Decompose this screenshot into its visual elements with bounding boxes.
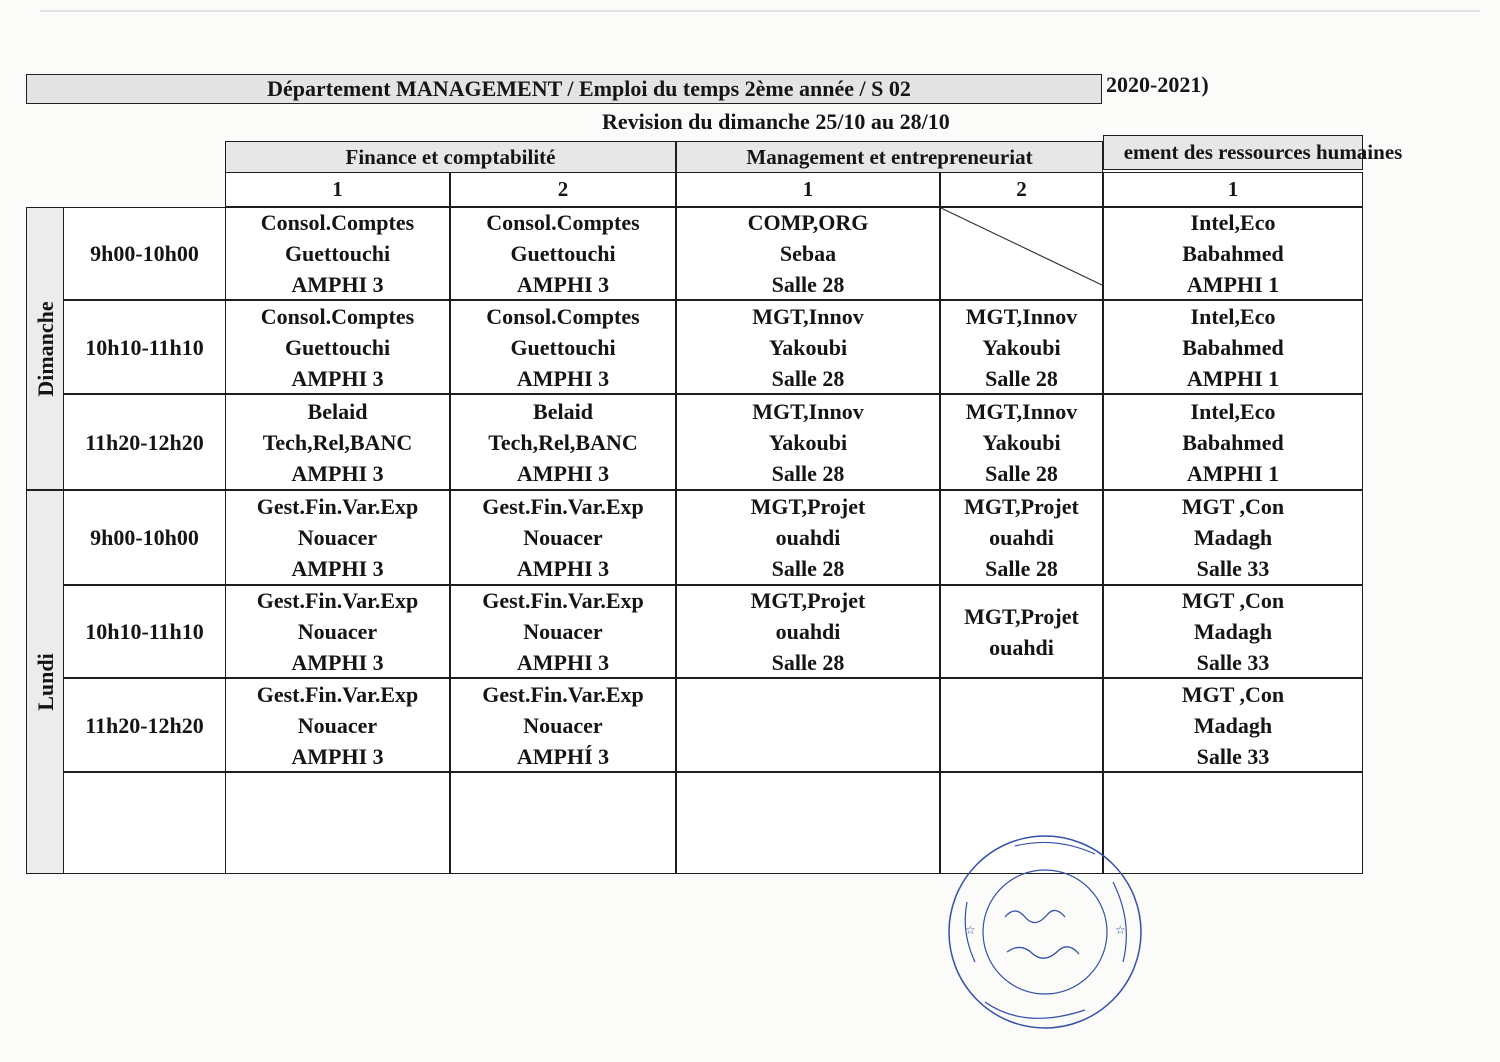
teacher-name: ouahdi: [989, 525, 1054, 550]
course-cell: [676, 300, 940, 394]
time-slot: [63, 490, 226, 585]
course-name: COMP,ORG: [747, 210, 869, 235]
course-cell: [450, 300, 676, 394]
course-name: MGT ,Con: [1181, 494, 1285, 519]
revision-subtitle: Revision du dimanche 25/10 au 28/10: [602, 109, 950, 134]
room-name: AMPHI 3: [291, 460, 384, 486]
specialty-header: [225, 141, 676, 174]
time-slot: [63, 585, 226, 678]
course-cell: [1103, 300, 1363, 394]
room-name: Salle 28: [771, 272, 845, 297]
course-cell: [676, 207, 940, 300]
course-name: MGT,Projet: [750, 494, 866, 519]
course-name: Gest.Fin.Var.Exp: [482, 588, 644, 613]
room-name: Salle 28: [985, 460, 1058, 486]
course-cell: [1103, 585, 1363, 678]
course-cell: [676, 394, 940, 490]
course-name: MGT,Projet: [750, 588, 866, 613]
course-cell: [1103, 207, 1363, 300]
room-name: AMPHI 1: [1186, 460, 1280, 486]
course-cell: [676, 585, 940, 678]
course-name: Intel,Eco: [1190, 303, 1276, 329]
specialty-header: [676, 141, 1103, 174]
room-name: Salle 28: [771, 650, 845, 675]
course-name: Gest.Fin.Var.Exp: [482, 681, 644, 707]
academic-year: 2020-2021): [1106, 72, 1209, 97]
course-cell: [940, 300, 1103, 394]
course-name: Belaid: [533, 398, 593, 424]
scan-edge-line: [40, 10, 1480, 12]
teacher-name: Tech,Rel,BANC: [262, 429, 413, 455]
course-name: MGT,Innov: [965, 303, 1078, 329]
empty-slot-diagonal: [941, 208, 1104, 301]
teacher-name: Nouacer: [297, 619, 378, 644]
day-label-lundi: [26, 490, 65, 874]
course-cell: [1103, 394, 1363, 490]
group-label: 1: [802, 177, 814, 201]
time-label: 10h10-11h10: [85, 619, 204, 644]
teacher-name: ouahdi: [775, 525, 841, 550]
course-name: Gest.Fin.Var.Exp: [256, 494, 419, 519]
course-name: MGT ,Con: [1181, 681, 1285, 707]
course-name: Gest.Fin.Var.Exp: [482, 494, 644, 519]
teacher-name: Nouacer: [523, 619, 603, 644]
room-name: Salle 33: [1196, 556, 1270, 581]
specialty-header: [1103, 135, 1403, 170]
course-cell: [225, 207, 450, 300]
group-number: [450, 172, 676, 207]
room-name: AMPHI 3: [516, 460, 610, 486]
course-cell: [1103, 490, 1363, 585]
group-label: 2: [1016, 177, 1027, 201]
course-name: MGT,Innov: [965, 398, 1078, 424]
course-name: Intel,Eco: [1190, 210, 1276, 235]
day-name: Lundi: [32, 653, 58, 711]
course-cell: [940, 678, 1103, 772]
day-label-dimanche: [26, 207, 65, 490]
room-name: AMPHI 3: [291, 743, 384, 769]
course-cell: [450, 585, 676, 678]
room-name: AMPHI 3: [291, 650, 384, 675]
room-name: Salle 28: [985, 365, 1058, 391]
department-stamp: [945, 832, 1145, 1032]
room-name: AMPHI 3: [516, 650, 610, 675]
time-slot: [63, 207, 226, 300]
teacher-name: Guettouchi: [510, 241, 616, 266]
course-name: Consol.Comptes: [260, 210, 415, 235]
course-name: MGT,Innov: [752, 303, 864, 329]
course-name: Consol.Comptes: [260, 303, 415, 329]
room-name: Salle 33: [1196, 650, 1270, 675]
teacher-name: Guettouchi: [510, 334, 616, 360]
room-name: AMPHI 3: [516, 272, 610, 297]
teacher-name: Nouacer: [297, 525, 378, 550]
group-label: 2: [557, 177, 569, 201]
room-name: AMPHI 3: [291, 365, 384, 391]
course-name: MGT ,Con: [1181, 588, 1285, 613]
svg-text:☆: ☆: [1115, 923, 1126, 937]
time-slot: [63, 772, 226, 874]
course-cell: [225, 300, 450, 394]
course-name: Gest.Fin.Var.Exp: [256, 588, 419, 613]
teacher-name: Nouacer: [523, 712, 603, 738]
course-cell: [940, 490, 1103, 585]
course-name: Consol.Comptes: [486, 303, 640, 329]
group-label: 1: [1227, 177, 1239, 201]
course-name: Belaid: [307, 398, 368, 424]
time-label: 11h20-12h20: [85, 712, 204, 738]
room-name: Salle 28: [771, 460, 845, 486]
teacher-name: Sebaa: [779, 241, 837, 266]
room-name: AMPHI 3: [516, 365, 610, 391]
teacher-name: Nouacer: [297, 712, 378, 738]
teacher-name: Yakoubi: [982, 429, 1061, 455]
room-name: Salle 28: [771, 556, 845, 581]
time-label: 9h00-10h00: [90, 241, 199, 266]
room-name: AMPHI 1: [1186, 272, 1280, 297]
teacher-name: Guettouchi: [284, 241, 391, 266]
room-name: AMPHI 3: [516, 556, 610, 581]
group-number: [1103, 172, 1363, 207]
time-slot: [63, 394, 226, 490]
room-name: Salle 28: [771, 365, 845, 391]
course-cell: [225, 585, 450, 678]
course-cell: [225, 394, 450, 490]
teacher-name: Guettouchi: [284, 334, 391, 360]
course-cell: [450, 490, 676, 585]
day-name: Dimanche: [32, 300, 58, 397]
time-label: 10h10-11h10: [85, 334, 204, 360]
time-slot: [63, 300, 226, 394]
teacher-name: Yakoubi: [768, 334, 848, 360]
course-cell: [450, 394, 676, 490]
room-name: Salle 33: [1196, 743, 1270, 769]
room-name: Salle 28: [985, 556, 1058, 581]
page-title: Département MANAGEMENT / Emploi du temps 2ème année / S 02: [267, 76, 911, 101]
teacher-name: Babahmed: [1182, 429, 1284, 455]
group-number: [940, 172, 1103, 207]
course-cell: [450, 678, 676, 772]
group-label: 1: [332, 177, 343, 201]
svg-text:☆: ☆: [965, 923, 976, 937]
specialty-name: Management et entrepreneuriat: [746, 145, 1033, 169]
course-name: Intel,Eco: [1190, 398, 1276, 424]
course-cell: [940, 394, 1103, 490]
teacher-name: Tech,Rel,BANC: [488, 429, 638, 455]
room-name: AMPHÍ 3: [516, 743, 610, 769]
teacher-name: Yakoubi: [982, 334, 1061, 360]
teacher-name: Madagh: [1193, 712, 1273, 738]
course-name: MGT,Innov: [752, 398, 864, 424]
course-name: MGT,Projet: [964, 603, 1079, 629]
teacher-name: ouahdi: [989, 634, 1054, 660]
group-number: [676, 172, 940, 207]
time-slot: [63, 678, 226, 772]
specialty-name: Finance et comptabilité: [345, 145, 556, 169]
teacher-name: Babahmed: [1182, 334, 1284, 360]
course-cell: [676, 678, 940, 772]
course-cell: [676, 490, 940, 585]
teacher-name: Babahmed: [1182, 241, 1284, 266]
course-name: MGT,Projet: [964, 494, 1079, 519]
time-label: 9h00-10h00: [90, 525, 199, 550]
time-label: 11h20-12h20: [85, 429, 204, 455]
teacher-name: Nouacer: [523, 525, 603, 550]
teacher-name: Yakoubi: [768, 429, 848, 455]
course-cell: [450, 207, 676, 300]
course-cell: [1103, 678, 1363, 772]
teacher-name: Madagh: [1193, 525, 1273, 550]
course-name: Consol.Comptes: [486, 210, 640, 235]
course-cell: [225, 678, 450, 772]
course-cell: [450, 772, 676, 874]
room-name: AMPHI 3: [291, 272, 384, 297]
course-cell: [676, 772, 940, 874]
specialty-name: ement des ressources humaines: [1123, 140, 1403, 164]
room-name: AMPHI 3: [291, 556, 384, 581]
course-cell: [225, 490, 450, 585]
group-number: [225, 172, 450, 207]
title-bar: [26, 74, 1102, 104]
course-cell: [940, 207, 1103, 300]
course-name: Gest.Fin.Var.Exp: [256, 681, 419, 707]
teacher-name: Madagh: [1193, 619, 1273, 644]
course-cell: [225, 772, 450, 874]
course-cell: [940, 585, 1103, 678]
room-name: AMPHI 1: [1186, 365, 1280, 391]
teacher-name: ouahdi: [775, 619, 841, 644]
